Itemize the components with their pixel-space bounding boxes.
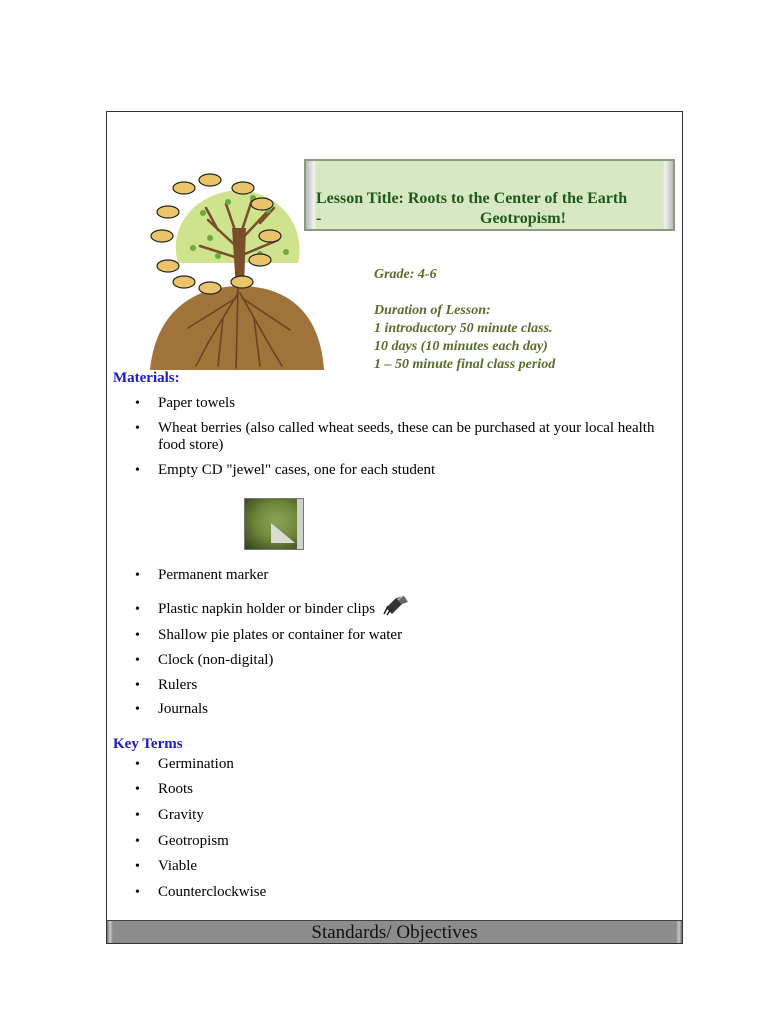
list-item: • Journals [158,701,208,718]
duration-line: 1 introductory 50 minute class. [374,321,553,336]
binder-clip-icon [382,594,410,616]
list-item: • Clock (non-digital) [158,652,273,669]
list-item: • Wheat berries (also called wheat seeds, these can be purchased at your local health food store) [158,420,663,454]
list-item: • Roots [158,781,193,798]
list-item: • Gravity [158,807,204,824]
lesson-title-dash: - [316,210,322,227]
list-item: • Germination [158,756,234,773]
lesson-title-box [304,159,675,231]
tree-roots-illustration [148,168,328,372]
list-item: • Plastic napkin holder or binder clips [158,601,375,618]
list-item: • Viable [158,858,197,875]
materials-heading: Materials: [113,370,180,386]
standards-objectives-header: Standards/ Objectives [107,920,682,943]
list-item: • Empty CD "jewel" cases, one for each student [158,462,435,479]
cd-case-photo [244,498,304,550]
grade-text: Grade: 4-6 [374,267,437,282]
list-item: • Permanent marker [158,567,268,584]
duration-label: Duration of Lesson: [374,303,491,318]
list-item: • Rulers [158,677,197,694]
duration-line: 10 days (10 minutes each day) [374,339,548,354]
list-item: • Paper towels [158,395,235,412]
key-terms-heading: Key Terms [113,736,183,752]
duration-line: 1 – 50 minute final class period [374,357,556,372]
list-item: • Geotropism [158,833,229,850]
lesson-title-line1: Lesson Title: Roots to the Center of the Earth [316,190,628,207]
list-item: • Counterclockwise [158,884,266,901]
list-item: • Shallow pie plates or container for water [158,627,402,644]
lesson-title-subject: Geotropism! [480,210,566,227]
